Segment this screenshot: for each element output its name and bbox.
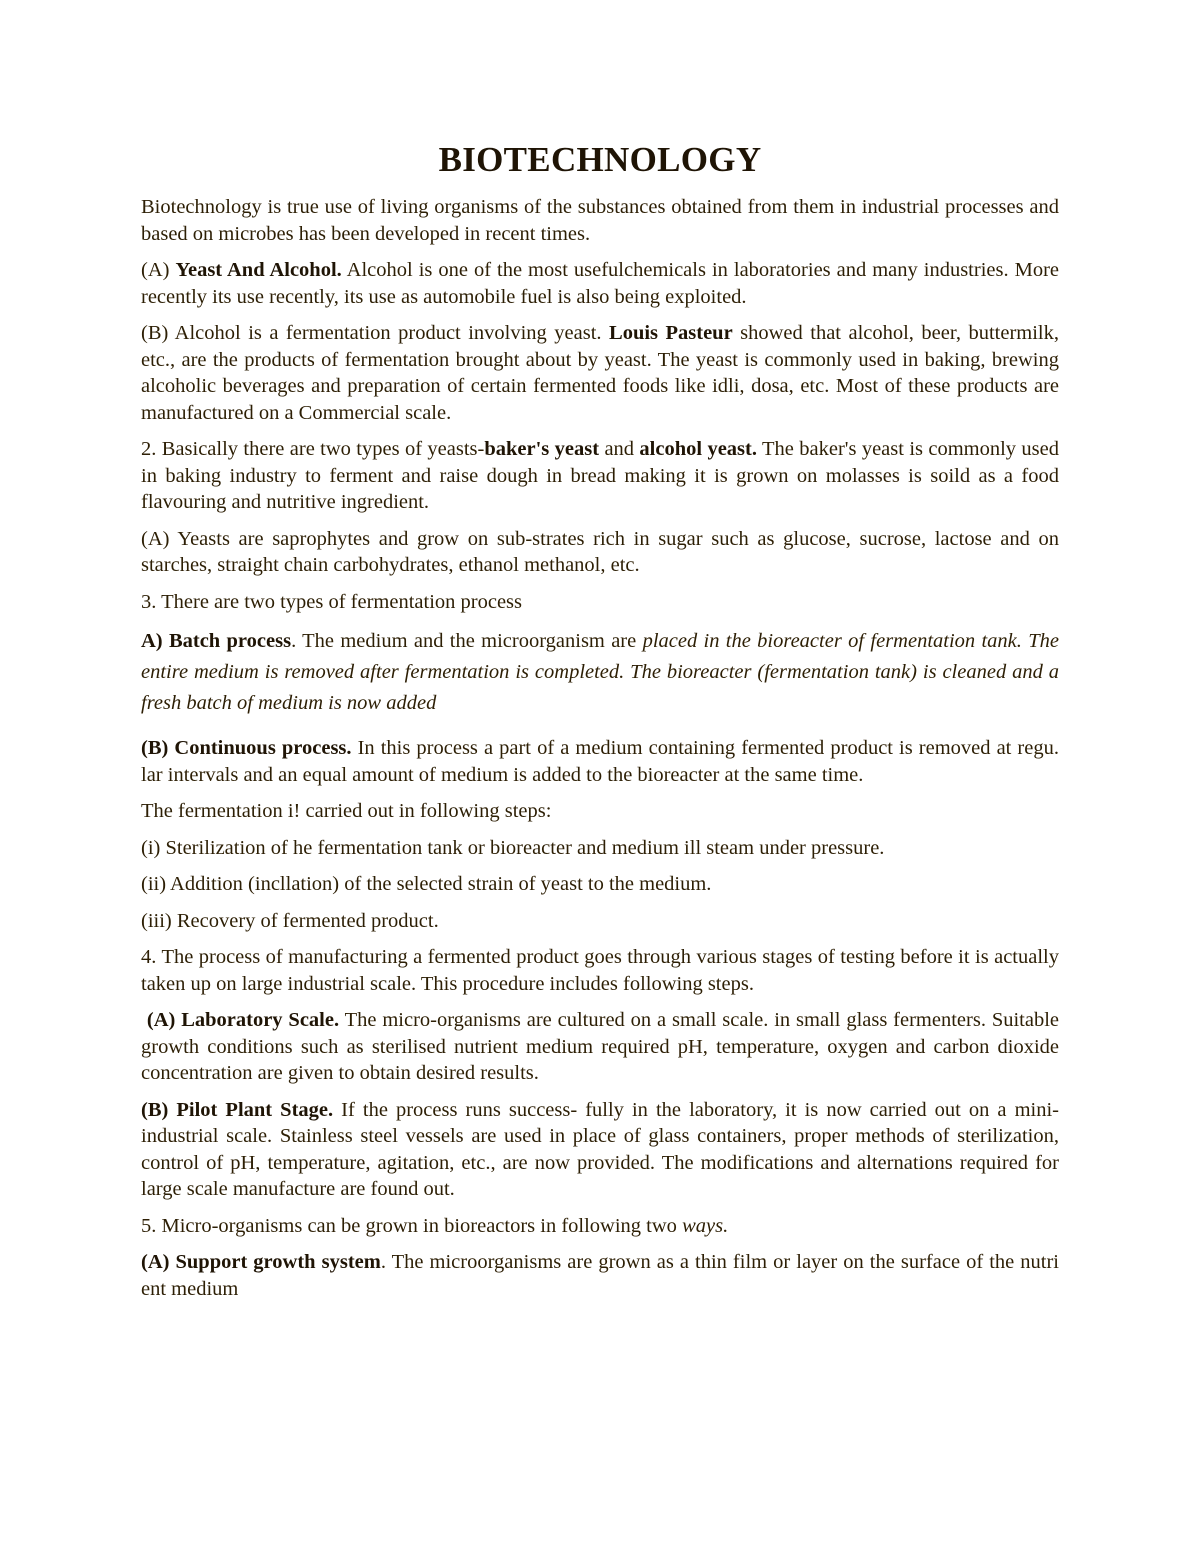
step-2-text: (ii) Addition (incllation) of the selected strain of yeast to the medium. — [141, 873, 712, 895]
batch-process-text: . The medium and the microorganism are — [291, 630, 643, 652]
continuous-process-paragraph — [141, 735, 1059, 788]
saprophytes-paragraph — [141, 526, 1059, 579]
laboratory-scale-paragraph — [141, 1007, 1059, 1087]
laboratory-scale-heading: (A) Laboratory Scale. — [146, 1009, 340, 1031]
fermentation-product-text-2: showed that alcohol, beer, buttermilk, etc., are the products of fermentation brought about by yeast. The yeast is commonly used in baking, brewing alcoholic beverages and preparation of certain fermented foods like idli, dosa, etc. Most of these products are manufactured on a Commercial scale. — [141, 322, 1059, 424]
manufacturing-process-paragraph — [141, 944, 1059, 997]
step-3-paragraph — [141, 908, 1059, 935]
growth-ways-text: 5. Micro-organisms can be grown in bioreactors in following two — [141, 1214, 683, 1237]
growth-ways-italic: ways. — [682, 1214, 729, 1237]
fermentation-types-paragraph — [141, 589, 1059, 616]
document-page — [141, 140, 1059, 1312]
steps-intro-paragraph — [141, 798, 1059, 825]
yeast-types-text-2: and — [599, 438, 640, 460]
yeast-types-text-1: 2. Basically there are two types of yeasts- — [141, 438, 485, 460]
batch-process-paragraph — [141, 626, 1059, 719]
batch-process-heading: A) Batch process — [141, 630, 292, 652]
bakers-yeast-term: baker's yeast — [484, 438, 600, 460]
saprophytes-text: (A) Yeasts are saprophytes and grow on sub-strates rich in sugar such as glucose, sucrose, lactose and on starches, straight chain carbohydrates, ethanol methanol, etc. — [141, 527, 1059, 576]
continuous-process-heading: (B) Continuous process. — [141, 737, 352, 759]
yeast-alcohol-heading: Yeast And Alcohol. — [175, 259, 342, 281]
page-title: BIOTECHNOLOGY — [438, 140, 762, 179]
yeast-types-paragraph — [141, 436, 1059, 516]
fermentation-types-text: 3. There are two types of fermentation process — [141, 590, 523, 613]
yeast-alcohol-paragraph — [141, 257, 1059, 310]
support-growth-heading: (A) Support growth system — [141, 1251, 381, 1273]
fermentation-product-text-1: (B) Alcohol is a fermentation product involving yeast. — [141, 322, 610, 344]
support-growth-text: . The microorganisms are grown as a thin film or layer on the surface of the nutri ent medium — [141, 1251, 1059, 1300]
step-1-text: (i) Sterilization of he fermentation tank or bioreacter and medium ill steam under pressure. — [141, 836, 885, 859]
yeast-a-prefix: (A) — [141, 259, 176, 281]
growth-ways-paragraph — [141, 1213, 1059, 1240]
continuous-process-text: In this process a part of a medium containing fermented product is removed at regu. lar intervals and an equal amount of medium is added to the bioreacter at the same time. — [141, 737, 1059, 786]
intro-paragraph — [141, 194, 1059, 247]
pilot-plant-heading: (B) Pilot Plant Stage. — [141, 1098, 334, 1121]
fermentation-product-paragraph — [141, 320, 1059, 426]
steps-intro-text: The fermentation i! carried out in following steps: — [141, 800, 552, 822]
batch-process-italic: placed in the bioreacter of fermentation tank. The entire medium is removed after fermentation is completed. The bioreacter (fermentation tank) is cleaned and a fresh batch of medium is now added — [141, 630, 1059, 714]
louis-pasteur-name: Louis Pasteur — [609, 322, 733, 344]
alcohol-yeast-term: alcohol yeast. — [639, 438, 757, 460]
pilot-plant-paragraph — [141, 1097, 1059, 1203]
yeast-types-text-3: The baker's yeast is commonly used in baking industry to ferment and raise dough in bread making it is grown on molasses is soild as a food flavouring and nutritive ingredient. — [141, 438, 1060, 513]
laboratory-scale-text: The micro-organisms are cultured on a small scale. in small glass fermenters. Suitable growth conditions such as sterilised nutrient medium required pH, temperature, oxygen and carbon dioxide concentration are given to obtain desired results. — [141, 1009, 1059, 1084]
yeast-alcohol-text: Alcohol is one of the most usefulchemicals in laboratories and many industries. More recently its use recently, its use as automobile fuel is also being exploited. — [141, 259, 1059, 308]
pilot-plant-text: If the process runs success- fully in the laboratory, it is now carried out on a mini-industrial scale. Stainless steel vessels are used in place of glass containers, proper methods of sterilization, control of pH, temperature, agitation, etc., are now provided. The modifications and alternations required for large scale manufacture are found out. — [141, 1098, 1059, 1200]
intro-text: Biotechnology is true use of living organisms of the substances obtained from them in industrial processes and based on microbes has been developed in recent times. — [141, 196, 1059, 245]
step-3-text: (iii) Recovery of fermented product. — [141, 909, 439, 932]
manufacturing-process-text: 4. The process of manufacturing a fermented product goes through various stages of testing before it is actually taken up on large industrial scale. This procedure includes following steps. — [141, 946, 1059, 995]
support-growth-paragraph — [141, 1249, 1059, 1302]
step-1-paragraph — [141, 835, 1059, 862]
step-2-paragraph — [141, 871, 1059, 898]
